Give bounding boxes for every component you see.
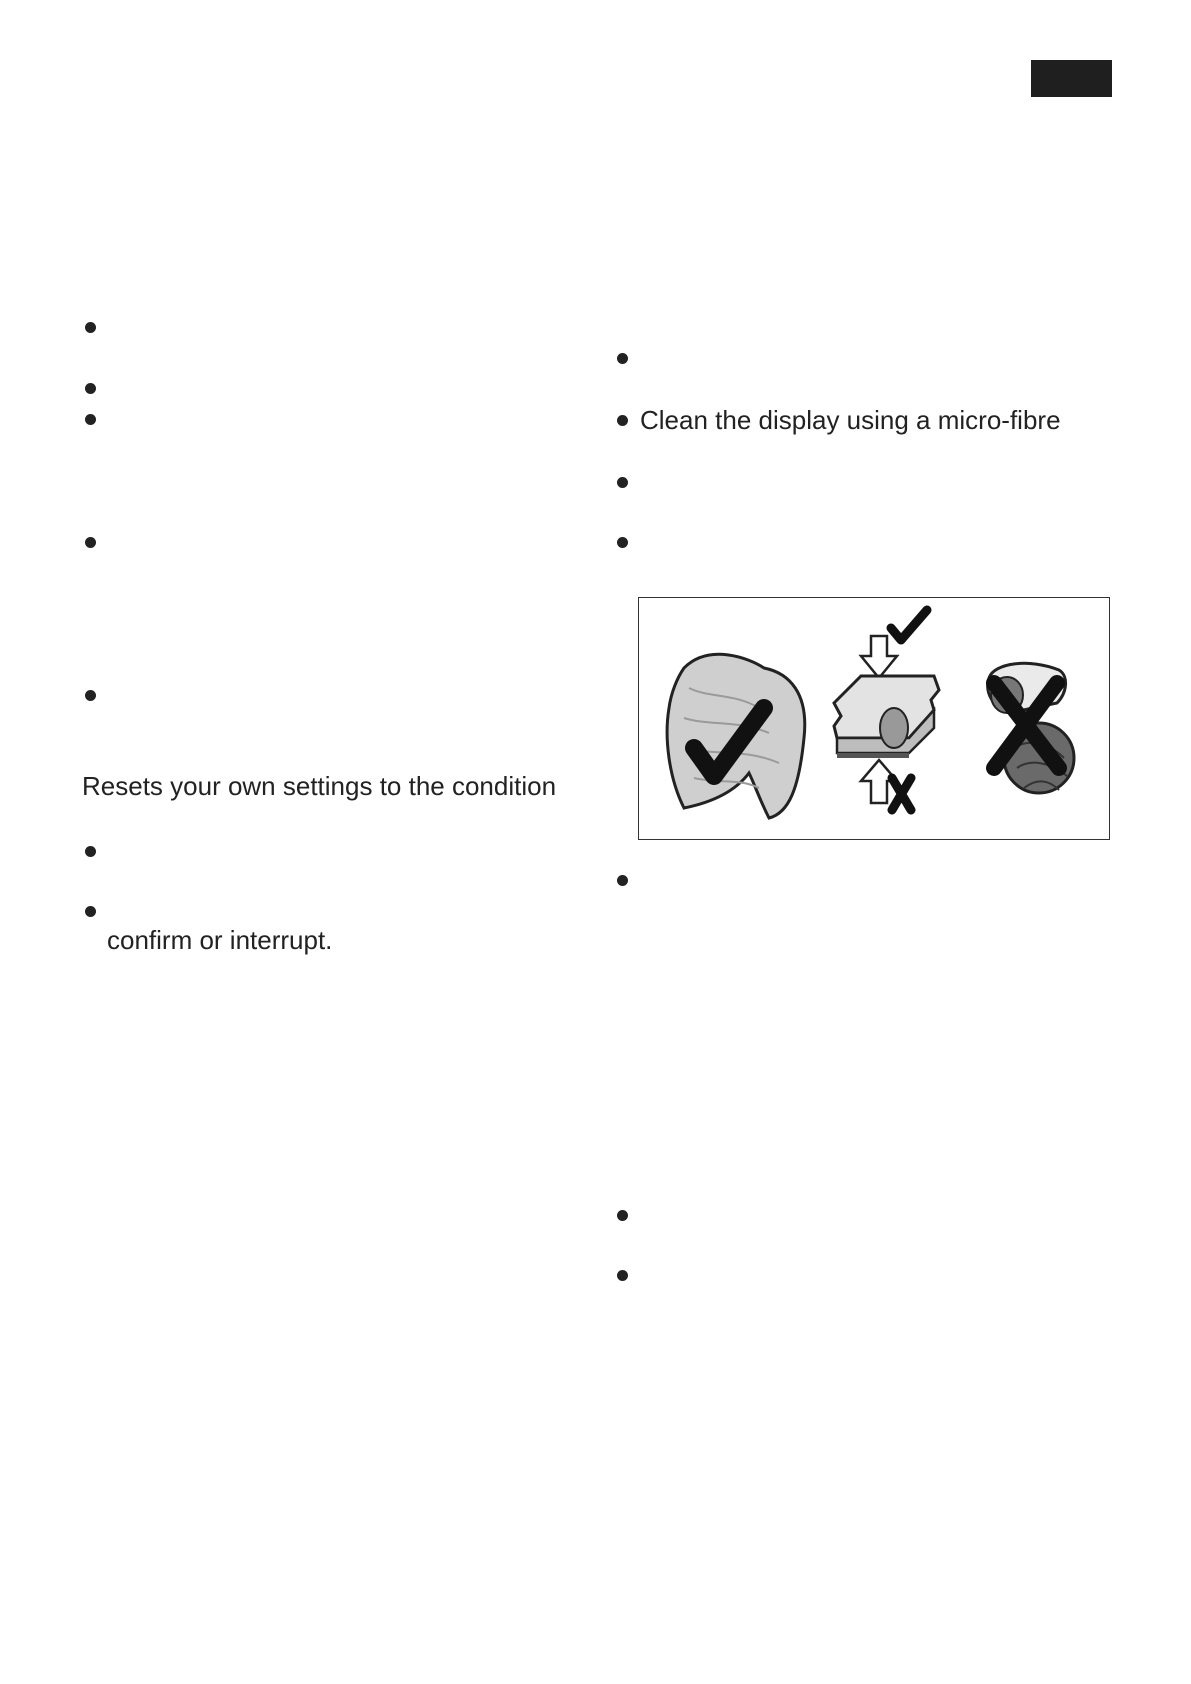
bullet-marker — [617, 1210, 628, 1221]
bullet-marker — [85, 322, 96, 333]
bullet-marker — [85, 414, 96, 425]
scouring-pad-cross-icon — [988, 663, 1074, 793]
sponge-icon — [834, 610, 939, 810]
cleaning-illustration — [638, 597, 1110, 840]
reset-settings-paragraph: Resets your own settings to the condition — [82, 771, 557, 801]
bullet-marker — [617, 477, 628, 488]
confirm-interrupt-text: confirm or interrupt. — [107, 925, 333, 955]
display-cleaning-text: Clean the display using a micro-fibre — [640, 405, 1061, 435]
bullet-marker — [85, 906, 96, 917]
bullet-marker — [617, 1270, 628, 1281]
bullet-marker — [85, 690, 96, 701]
bullet-marker — [85, 846, 96, 857]
bullet-marker — [617, 353, 628, 364]
bullet-marker — [617, 415, 628, 426]
language-tab — [1031, 60, 1112, 97]
bullet-marker — [85, 537, 96, 548]
bullet-marker — [617, 537, 628, 548]
bullet-marker — [617, 875, 628, 886]
bullet-marker — [85, 383, 96, 394]
microfibre-cloth-check-icon — [667, 654, 805, 818]
